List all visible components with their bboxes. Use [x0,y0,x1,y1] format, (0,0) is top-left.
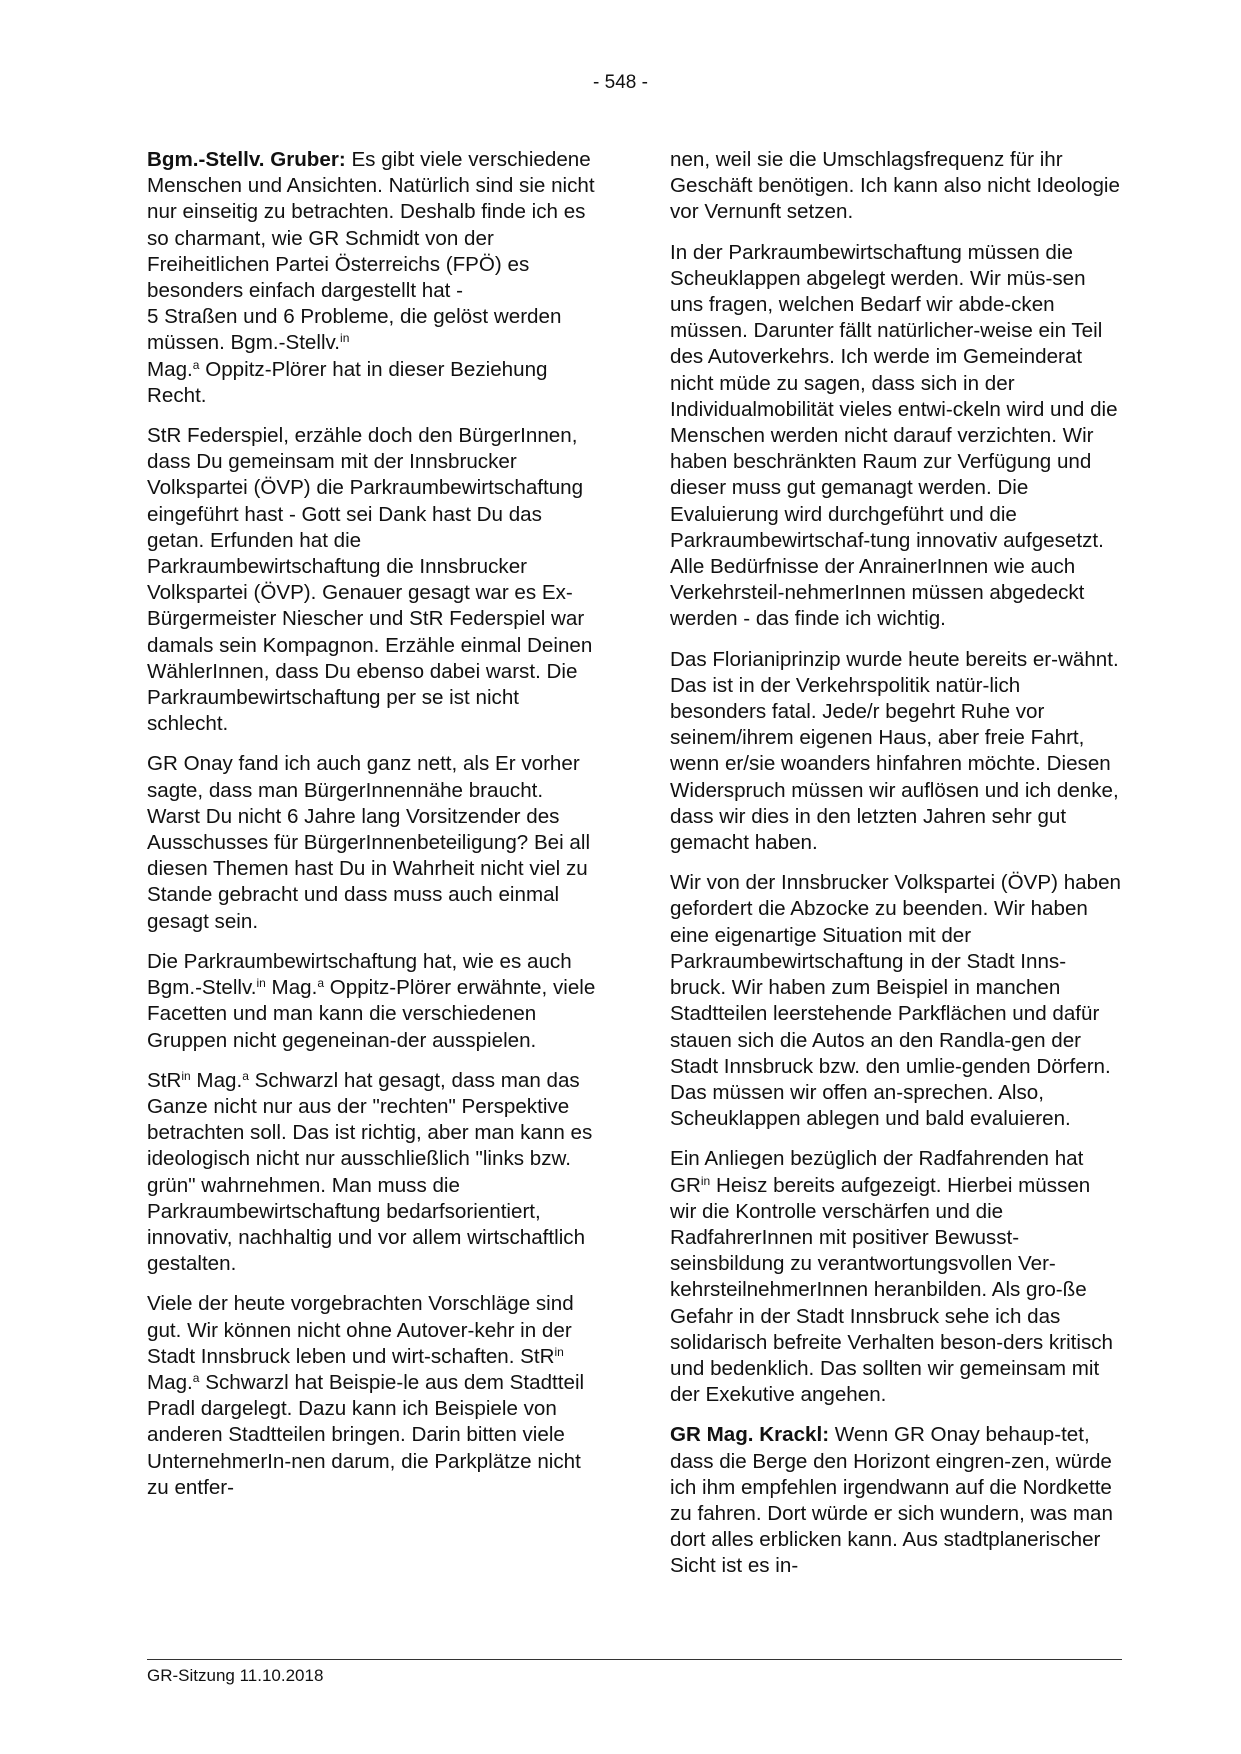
paragraph-continuation: nen, weil sie die Umschlagsfrequenz für ihr Geschäft benötigen. Ich kann also nicht Ideologie vor Vernunft setzen. [670,148,1120,224]
paragraph-schwarzl: StR$^{in}$ Mag.$^a$ Schwarzl hat gesagt, dass man das Ganze nicht nur aus der "rechten" Perspektive betrachten soll. Das ist richtig, aber man kann es ideologisch nicht nur ausschließlich "links bzw. grün" wahrnehmen. Man muss die Parkraumbewirtschaftung bedarfsorientiert, innovativ, nachhaltig und vor allem wirtschaftlich gestalten. [147,1068,593,1276]
footer-session-date: GR-Sitzung 11.10.2018 [147,1666,324,1685]
paragraph-florianiprinzip: Das Florianiprinzip wurde heute bereits er-wähnt. Das ist in der Verkehrspolitik natür-lich besonders fatal. Jede/r begehrt Ruhe vor seinem/ihrem eigenen Haus, aber freie Fahrt, wenn er/sie woanders hinfahren möchte. Diesen Widerspruch müssen wir auflösen und ich denke, dass wir dies in den letzten Jahren sehr gut gemacht haben. [670,647,1119,855]
left-column [147,147,599,1515]
paragraph-federspiel: StR Federspiel, erzähle doch den BürgerInnen, dass Du gemeinsam mit der Innsbrucker Volkspartei (ÖVP) die Parkraumbewirtschaftung eingeführt hast - Gott sei Dank hast Du das getan. Erfunden hat die Parkraumbewirtschaftung die Innsbrucker Volkspartei (ÖVP). Genauer gesagt war es Ex-Bürgermeister Niescher und StR Federspiel war damals sein Kompagnon. Erzähle einmal Deinen WählerInnen, dass Du ebenso dabei warst. Die Parkraumbewirtschaftung per se ist nicht schlecht. [147,424,593,736]
speaker-label: Bgm.-Stellv. Gruber: [147,148,346,171]
speaker-label: GR Mag. Krackl: [670,1423,830,1447]
paragraph-scheuklappen: In der Parkraumbewirtschaftung müssen die Scheuklappen abgelegt werden. Wir müs-sen uns fragen, welchen Bedarf wir abde-cken müssen. Darunter fällt natürlicher-weise ein Teil des Autoverkehrs. Ich werde im Gemeinderat nicht müde zu sagen, dass sich in der Individualmobilität vieles entwi-ckeln wird und die Menschen werden nicht darauf verzichten. Wir haben beschränkten Raum zur Verfügung und dieser muss gut gemanagt werden. Die Evaluierung wird durchgeführt und die Parkraumbewirtschaf-tung innovativ aufgesetzt. Alle Bedürfnisse der AnrainerInnen wie auch Verkehrsteil-nehmerInnen müssen abgedeckt werden - das finde ich wichtig. [670,240,1118,631]
paragraph-krackl: GR Mag. Krackl: Wenn GR Onay behaup-tet, dass die Berge den Horizont eingren-zen, würde ich ihm empfehlen irgendwann auf die Nordkette zu fahren. Dort würde er sich wundern, was man dort alles erblicken kann. Aus stadtplanerischer Sicht ist es in- [670,1423,1113,1578]
page-number: - 548 - [593,72,648,93]
paragraph-abzocke: Wir von der Innsbrucker Volkspartei (ÖVP) haben gefordert die Abzocke zu beenden. Wir haben eine eigenartige Situation mit der Parkraumbewirtschaftung in der Stadt Inns-bruck. Wir haben zum Beispiel in manchen Stadtteilen leerstehende Parkflächen und dafür stauen sich die Autos an den Randla-gen der Stadt Innsbruck bzw. den umlie-genden Dörfern. Das müssen wir offen an-sprechen. Also, Scheuklappen ablegen und bald evaluieren. [670,871,1121,1131]
paragraph-radfahrende: Ein Anliegen bezüglich der Radfahrenden hat $GR^{in}$ Heisz bereits aufgezeigt. Hierbei müssen wir die Kontrolle verschärfen und die RadfahrerInnen mit positiver Bewusst-seinsbildung zu verantwortungsvollen Ver-kehrsteilnehmerInnen heranbilden. Als gro-ße Gefahr in der Stadt Innsbruck sehe ich das solidarisch befreite Verhalten beson-ders kritisch und bedenklich. Das sollten wir gemeinsam mit der Exekutive angehen. [670,1147,1113,1407]
paragraph-gruber: Bgm.-Stellv. Gruber: Es gibt viele verschiedene Menschen und Ansichten. Natürlich sind sie nicht nur einseitig zu betrachten. Deshalb finde ich es so charmant, wie GR Schmidt von der Freiheitlichen Partei Österreichs (FPÖ) es besonders einfach dargestellt hat - 5 Straßen und 6 Probleme, die gelöst werden müssen. Bgm.-Stellv.$^{in}$ Mag.$^a$ Oppitz-Plörer hat in dieser Beziehung Recht. [147,148,595,407]
paragraph-facetten: Die Parkraumbewirtschaftung hat, wie es auch Bgm.-Stellv.$^{in}$ Mag.$^a$ Oppitz-Plörer erwähnte, viele Facetten und man kann die verschiedenen Gruppen nicht gegeneinan-der ausspielen. [147,949,596,1052]
right-column [670,147,1122,1594]
paragraph-onay: GR Onay fand ich auch ganz nett, als Er vorher sagte, dass man BürgerInnennähe braucht. Warst Du nicht 6 Jahre lang Vorsitzender des Ausschusses für BürgerInnenbeteiligung? Bei all diesen Themen hast Du in Wahrheit nicht viel zu Stande gebracht und dass muss auch einmal gesagt sein. [147,752,591,933]
paragraph-vorschlaege: Viele der heute vorgebrachten Vorschläge sind gut. Wir können nicht ohne Autover-kehr in der Stadt Innsbruck leben und wirt-schaften. StR$^{in}$ Mag.$^a$ Schwarzl hat Beispie-le aus dem Stadtteil Pradl dargelegt. Dazu kann ich Beispiele von anderen Stadtteilen bringen. Darin bitten viele UnternehmerIn-nen darum, die Parkplätze nicht zu entfer- [147,1292,585,1499]
footer-divider [147,1659,1122,1660]
